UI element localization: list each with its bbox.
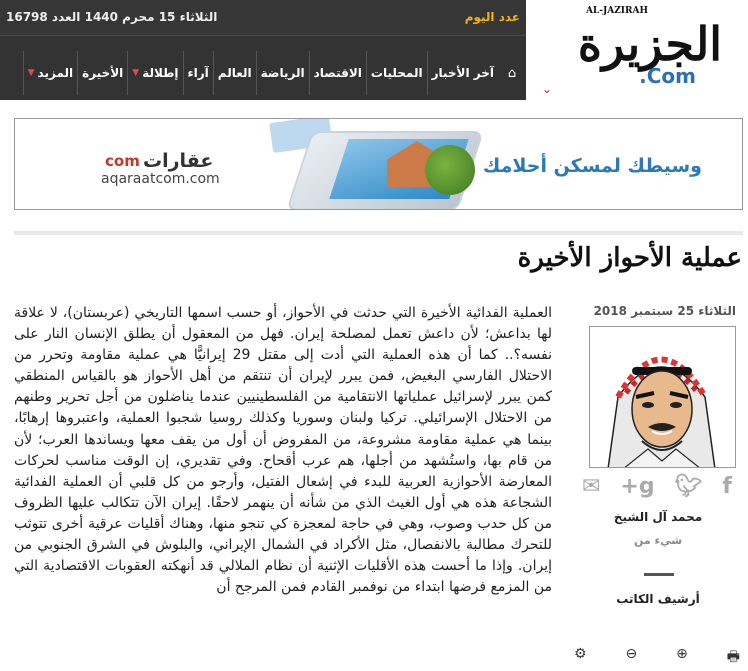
nav-item-opinions[interactable]: آراء [183, 51, 213, 95]
author-name[interactable]: محمد آل الشيخ [613, 510, 703, 524]
author-photo[interactable] [589, 326, 736, 468]
article-title: عملية الأحواز الأخيرة [517, 243, 742, 273]
chevron-down-icon: ▼ [27, 68, 35, 78]
print-icon[interactable]: 🖶 [726, 649, 740, 665]
chevron-down-icon: ▼ [132, 68, 140, 78]
author-column: شيء من [633, 534, 683, 547]
author-portrait-image [589, 327, 735, 468]
logo-arabic-text: الجزيرة [577, 17, 722, 71]
ad-brand-com: com [105, 152, 140, 170]
logo-chevron-down-icon[interactable]: ⌄ [541, 82, 552, 96]
nav-item-sports[interactable]: الرياضة [256, 51, 309, 95]
site-logo[interactable] [526, 0, 748, 100]
nav-item-more[interactable] [23, 51, 78, 95]
share-icons [566, 474, 748, 499]
ad-slogan: وسيطك لمسكن أحلامك [482, 155, 702, 177]
site-header [0, 0, 748, 100]
ad-banner[interactable] [14, 118, 743, 210]
facebook-icon[interactable]: f [722, 474, 732, 499]
top-bar [0, 0, 526, 36]
today-issue-link[interactable]: عدد اليوم [464, 10, 520, 24]
nav-item-latest[interactable]: آخر الأخبار [427, 51, 498, 95]
ad-brand-url: aqaraatcom.com [101, 171, 220, 187]
nav-item-last-page[interactable]: الأخيرة [77, 51, 127, 95]
sidebar-divider [644, 573, 674, 576]
home-icon[interactable]: ⌂ [507, 65, 517, 81]
nav-item-local[interactable]: المحليات [366, 51, 427, 95]
zoom-in-icon[interactable]: ⊕ [676, 646, 688, 662]
ad-brand-arabic: عقارات [143, 150, 214, 172]
author-sidebar [564, 296, 748, 671]
ad-trees-image [425, 145, 475, 195]
article-date: الثلاثاء 25 سبتمبر 2018 [593, 304, 736, 318]
zoom-out-icon[interactable]: ⊖ [625, 646, 638, 662]
article-tools [566, 646, 748, 670]
logo-dotcom-text: .Com [639, 64, 696, 88]
twitter-icon[interactable]: 🐦︎ [674, 474, 703, 499]
section-divider [14, 231, 743, 235]
nav-item-itlala-label: إطلالة [142, 66, 179, 80]
nav-item-itlala[interactable] [127, 51, 182, 95]
envelope-icon[interactable]: ✉ [582, 474, 601, 499]
nav-item-more-label: المزيد [37, 66, 74, 80]
author-archive-link[interactable]: أرشيف الكاتب [616, 592, 700, 606]
main-nav [0, 51, 526, 95]
nav-item-economy[interactable]: الاقتصاد [309, 51, 366, 95]
nav-item-world[interactable]: العالم [213, 51, 256, 95]
google-plus-icon[interactable]: g+ [620, 474, 655, 499]
settings-icon[interactable]: ⚙ [574, 646, 587, 662]
article-body: العملية الفدائية الأخيرة التي حدثت في الأحواز، أو حسب اسمها التاريخي (عربستان)، لا علاقة لها بداعش؛ لأن داعش تعمل لمصلحة إيران. فهل من المعقول أن يطلق الإنسان النار على نفسه؟.. كما أن هذه العملية التي أدت إلى مقتل 29 إيرانيًّا هي عملية مقاومة وتحرر من الاحتلال الفارسي البغيض، فمن يبرر لإيران أن تنتقم من أهل الأحواز هو بالقياس المنطقي كمن يبرر لإسرائيل عملياتها الانتقامية من الفلسطينيين عندما يناضلون من أجل تحرير وطنهم من الاحتلال الإسرائيلي. تركيا ولبنان وسوريا وكذلك روسيا شجبوا العملية، واعتبروها إرهابًا، بينما هي عملية مقاومة مشروعة، من المفروض أن أول من يقف معها ويساندها العرب؛ لأن من قام بها، واستُشهد من أجلها، هم عرب أقحاح. وفي تقديري، إن الوقت مناسب لحركات المعارضة الأحوازية العربية للبدء في إشعال الفتيل، وأرجو من كل قلبي أن العملية الفدائية الشجاعة هذه هي أول الغيث الذي من شأنه أن ينهمر لاحقًا. إيران الآن تتكالب عليها الظروف من كل حدب وصوب، وهي في حاجة لمعجزة كي تنجو منها، وهناك أقليات عرقية أخرى تتوثب للتحرك مطالبة بالانفصال، مثل الأكراد في الشمال الإيراني، والبلوش في الشرق الجنوبي من إيران. وإذا ما أحست هذه الأقليات الإثنية أن نظام الملالي قد أنهكته العقوبات الاقتصادية التي من المزمع فرضها ابتداء من نوفمبر القادم فمن المرجح أن [14, 305, 552, 596]
issue-date: الثلاثاء 15 محرم 1440 العدد 16798 [6, 10, 218, 24]
logo-latin-text: AL-JAZIRAH [585, 6, 648, 16]
